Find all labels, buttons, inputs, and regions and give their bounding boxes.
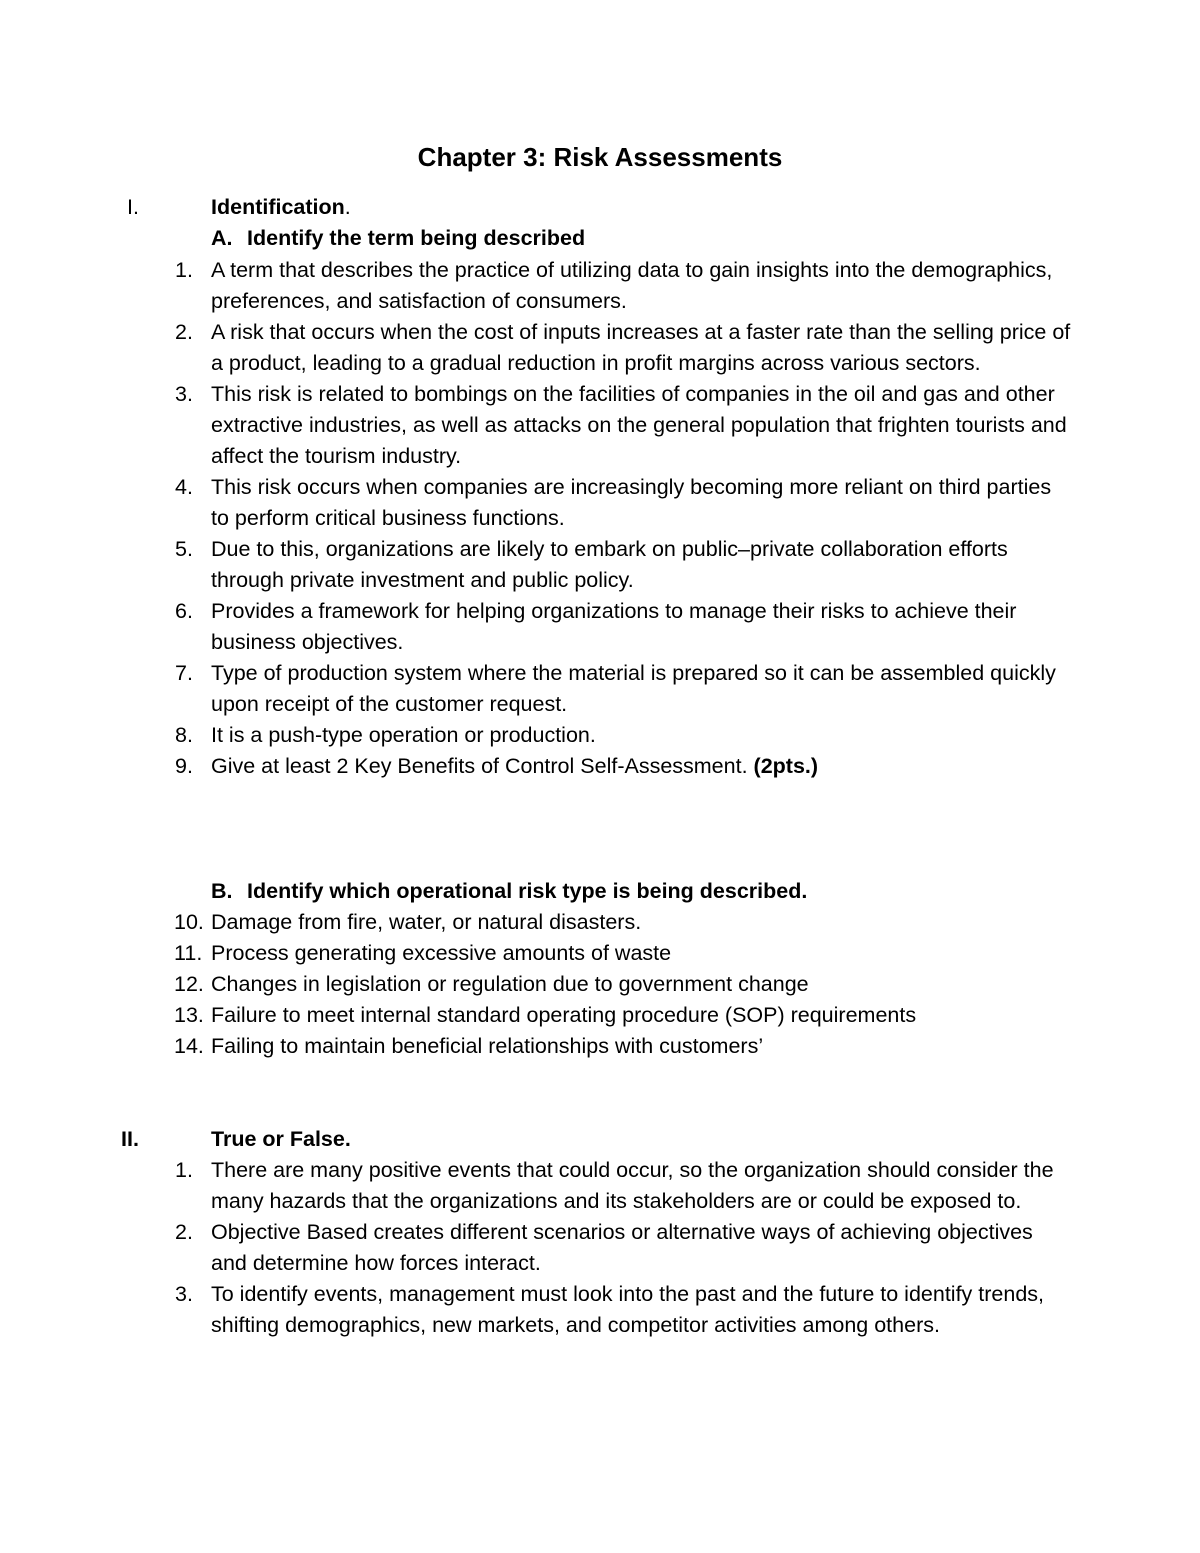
list-item [0, 255, 1071, 317]
item-text: Failing to maintain beneficial relationships with customers’ [211, 1034, 764, 1058]
item-number: 13. [174, 1003, 204, 1027]
part-a-letter: A. [211, 226, 233, 250]
list-item [0, 596, 1071, 658]
item-number: 3. [175, 382, 193, 406]
section-2-numeral: II. [121, 1127, 139, 1151]
item-number: 4. [175, 475, 193, 499]
item-text: This risk is related to bombings on the facilities of companies in the oil and gas and other extractive industries, as well as attacks on the general population that frighten tourists and affect the tourism industry. [211, 382, 1067, 468]
true-false-list [0, 1155, 1200, 1341]
list-item [0, 1217, 1071, 1279]
list-item [0, 1279, 1071, 1341]
list-item [0, 969, 1071, 1000]
item-text: Objective Based creates different scenarios or alternative ways of achieving objectives and determine how forces interact. [211, 1220, 1033, 1275]
item-number: 12. [174, 972, 204, 996]
part-b-heading [211, 876, 807, 907]
item-text: A term that describes the practice of utilizing data to gain insights into the demographics, preferences, and satisfaction of consumers. [211, 258, 1053, 313]
item-text: To identify events, management must look into the past and the future to identify trends, shifting demographics, new markets, and competitor activities among others. [211, 1282, 1045, 1337]
section-1-heading [211, 192, 351, 223]
item-text: Changes in legislation or regulation due to government change [211, 972, 809, 996]
list-item [0, 472, 1071, 534]
part-b-heading-text: Identify which operational risk type is being described. [247, 879, 808, 903]
part-b-list [0, 907, 1200, 1062]
part-b-letter: B. [211, 879, 233, 903]
item-number: 3. [175, 1282, 193, 1306]
list-item [0, 938, 1071, 969]
item-text: Process generating excessive amounts of waste [211, 941, 672, 965]
item-number: 11. [174, 941, 203, 965]
item-number: 9. [175, 754, 193, 778]
item-number: 1. [175, 258, 193, 282]
item-number: 1. [175, 1158, 193, 1182]
page-title: Chapter 3: Risk Assessments [417, 142, 783, 172]
item-points: (2pts.) [753, 754, 819, 778]
item-number: 2. [175, 320, 193, 344]
section-1-heading-suffix: . [344, 195, 351, 219]
list-item [0, 907, 1071, 938]
item-text: Give at least 2 Key Benefits of Control Self-Assessment. [211, 754, 754, 778]
item-text: Failure to meet internal standard operating procedure (SOP) requirements [211, 1003, 917, 1027]
list-item [0, 1000, 1071, 1031]
item-number: 8. [175, 723, 193, 747]
list-item [0, 658, 1071, 720]
section-1-numeral: I. [127, 195, 139, 219]
part-a-list [0, 255, 1200, 782]
item-text: Type of production system where the material is prepared so it can be assembled quickly upon receipt of the customer request. [211, 661, 1056, 716]
section-2-heading: True or False. [211, 1127, 351, 1151]
section-1-heading-text: Identification [211, 195, 345, 219]
list-item [0, 1031, 1071, 1062]
list-item [0, 751, 1071, 782]
item-number: 2. [175, 1220, 193, 1244]
list-item [0, 379, 1071, 472]
item-number: 10. [174, 910, 204, 934]
part-a-heading-text: Identify the term being described [247, 226, 586, 250]
item-text: Due to this, organizations are likely to embark on public–private collaboration efforts through private investment and public policy. [211, 537, 1008, 592]
list-item [0, 317, 1071, 379]
list-item [0, 1155, 1071, 1217]
item-text: Provides a framework for helping organizations to manage their risks to achieve their business objectives. [211, 599, 1017, 654]
item-number: 14. [174, 1034, 204, 1058]
item-number: 7. [175, 661, 193, 685]
item-number: 6. [175, 599, 193, 623]
item-number: 5. [175, 537, 193, 561]
item-text: Damage from fire, water, or natural disasters. [211, 910, 642, 934]
item-text: It is a push-type operation or production. [211, 723, 596, 747]
part-a-heading [211, 223, 585, 254]
item-text: This risk occurs when companies are increasingly becoming more reliant on third parties to perform critical business functions. [211, 475, 1052, 530]
item-text: There are many positive events that could occur, so the organization should consider the many hazards that the organizations and its stakeholders are or could be exposed to. [211, 1158, 1054, 1213]
list-item [0, 534, 1071, 596]
item-text: A risk that occurs when the cost of inputs increases at a faster rate than the selling price of a product, leading to a gradual reduction in profit margins across various sectors. [211, 320, 1071, 375]
list-item [0, 720, 1071, 751]
